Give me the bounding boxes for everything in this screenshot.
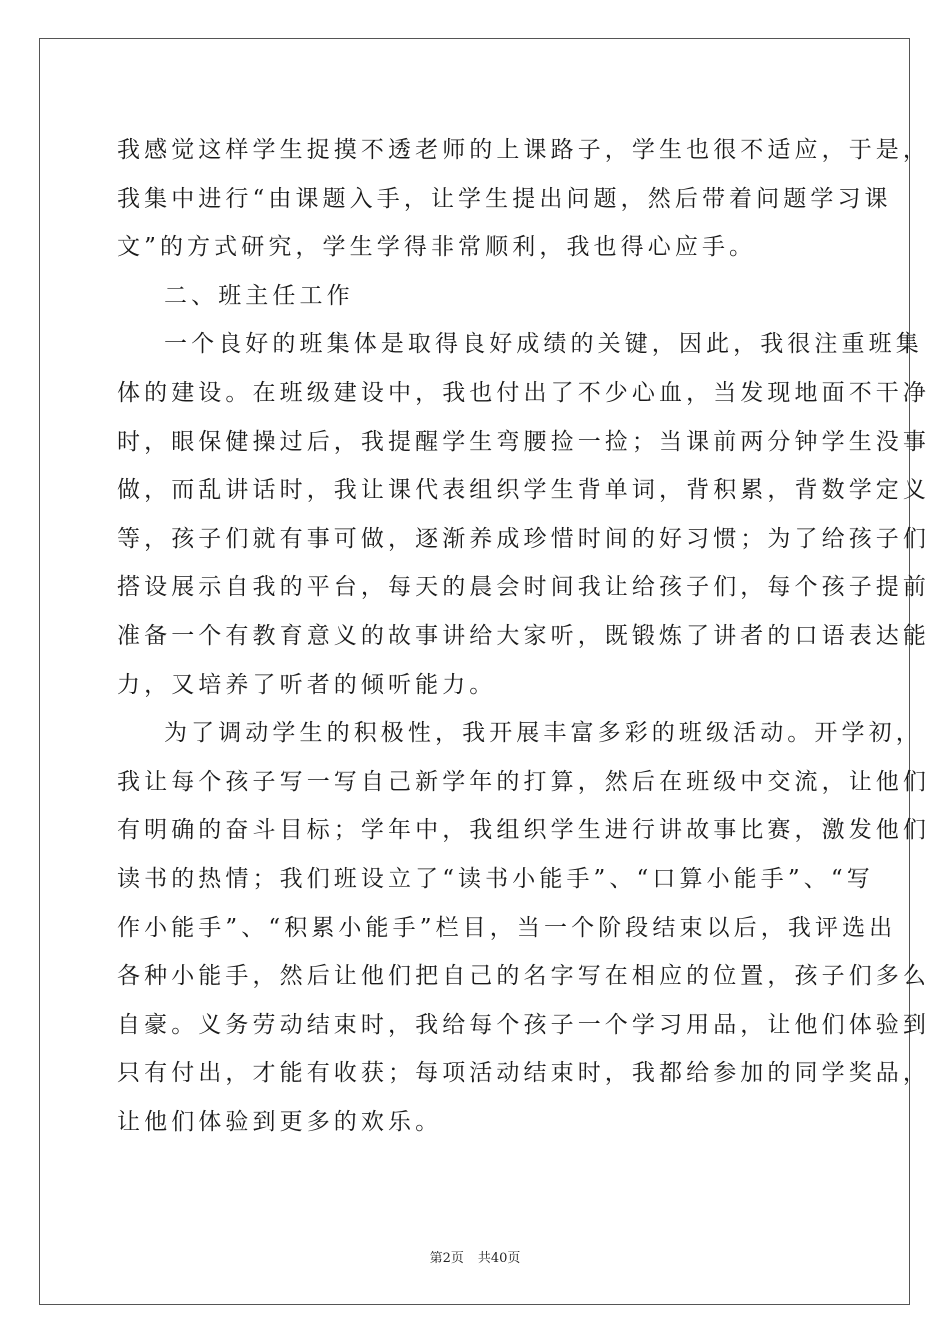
text-line: 力，又培养了听者的倾听能力。 xyxy=(117,671,497,698)
text-line: 自豪。义务劳动结束时，我给每个孩子一个学习用品，让他们体验到 xyxy=(117,1011,930,1038)
text-line: 为了调动学生的积极性，我开展丰富多彩的班级活动。开学初， xyxy=(164,720,923,747)
text-line: 让他们体验到更多的欢乐。 xyxy=(117,1108,443,1135)
text-line: 我感觉这样学生捉摸不透老师的上课路子，学生也很不适应，于是， xyxy=(117,137,930,163)
text-line: 等，孩子们就有事可做，逐渐养成珍惜时间的好习惯；为了给孩子们 xyxy=(117,525,930,552)
text-line: 作小能手”、“积累小能手”栏目，当一个阶段结束以后，我评选出 xyxy=(117,914,897,941)
text-line: 读书的热情；我们班设立了“读书小能手”、“口算小能手”、“写 xyxy=(117,865,874,892)
page-footer xyxy=(0,1247,950,1266)
text-line: 做，而乱讲话时，我让课代表组织学生背单词，背积累，背数学定义 xyxy=(117,477,930,504)
text-line: 准备一个有教育意义的故事讲给大家听，既锻炼了讲者的口语表达能 xyxy=(117,622,930,649)
page-total: 共40页 xyxy=(477,1251,521,1266)
text-line: 文”的方式研究，学生学得非常顺利，我也得心应手。 xyxy=(117,234,757,261)
text-line: 各种小能手，然后让他们把自己的名字写在相应的位置，孩子们多么 xyxy=(117,963,930,990)
text-line: 我让每个孩子写一写自己新学年的打算，然后在班级中交流，让他们 xyxy=(117,768,930,795)
text-line: 一个良好的班集体是取得良好成绩的关键，因此，我很注重班集 xyxy=(164,331,923,358)
section-heading: 二、班主任工作 xyxy=(164,282,354,309)
text-line: 体的建设。在班级建设中，我也付出了不少心血，当发现地面不干净 xyxy=(117,379,930,406)
document-body xyxy=(117,126,930,1146)
text-line: 搭设展示自我的平台，每天的晨会时间我让给孩子们，每个孩子提前 xyxy=(117,574,930,601)
text-line: 只有付出，才能有收获；每项活动结束时，我都给参加的同学奖品， xyxy=(117,1060,930,1087)
text-line: 有明确的奋斗目标；学年中，我组织学生进行讲故事比赛，激发他们 xyxy=(117,817,930,844)
text-line: 我集中进行“由课题入手，让学生提出问题，然后带着问题学习课 xyxy=(117,185,892,212)
page-number: 第2页 xyxy=(429,1251,464,1266)
text-line: 时，眼保健操过后，我提醒学生弯腰捡一捡；当课前两分钟学生没事 xyxy=(117,428,930,455)
